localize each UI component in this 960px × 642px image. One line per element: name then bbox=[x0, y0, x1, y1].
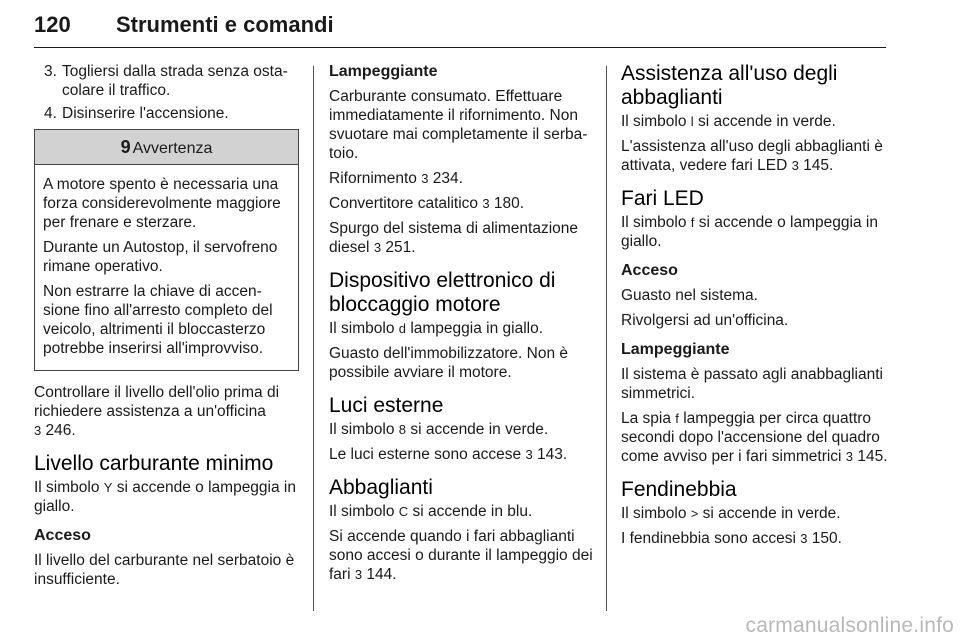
warning-icon: 9 bbox=[120, 137, 131, 157]
exterior-lights-icon: 8 bbox=[398, 422, 407, 437]
subheading: Lampeggiante bbox=[621, 341, 730, 358]
subheading: Lampeggiante bbox=[329, 63, 438, 80]
page-ref-icon: 3 bbox=[354, 567, 363, 582]
section-heading: Fari LED bbox=[621, 187, 704, 210]
page-header bbox=[34, 8, 886, 48]
oil-check-text: Controllare il livello dell'olio prima di richiedere assistenza a un'officina 3 246. bbox=[34, 384, 280, 439]
immobilizer-icon: d bbox=[398, 321, 407, 336]
high-beam-assist-icon: l bbox=[690, 114, 694, 129]
page-ref-icon: 3 bbox=[845, 449, 854, 464]
warning-title: Avvertenza bbox=[132, 140, 213, 157]
warning-header bbox=[35, 130, 298, 165]
watermark: carmanualsonline.info bbox=[745, 614, 954, 637]
column-1: 3. Togliersi dalla strada senza ostacolare il traffico. 4. Disinserire l'accensione. 9 Avvertenza A motore spento è necessaria una forza considerevolmente maggiore per frenare e sterzare. Durante un Autostop, il servofreno rimane operativo. Non estrarre la chiave di accensione fino all'arresto completo del veicolo, altrimenti il bloccasterzo potrebbe inserirsi all'improvviso. Controllare il livello dell'olio prima di richiedere assistenza a un'officina 3 246. Livello carburante minimo Il simbolo Y si accende o lampeggia in giallo. Acceso Il livello del carburante nel serbatoio è insufficiente. bbox=[34, 62, 299, 595]
page-ref-icon: 3 bbox=[791, 158, 799, 173]
warning-body bbox=[35, 165, 298, 370]
page-number: 120 bbox=[34, 12, 71, 37]
section-heading: Livello carburante minimo bbox=[34, 452, 274, 475]
fog-light-icon: > bbox=[690, 506, 699, 521]
list-item: 3. Togliersi dalla strada senza ostacolare il traffico. bbox=[44, 63, 288, 99]
page-title: Strumenti e comandi bbox=[116, 12, 334, 37]
section-heading: Luci esterne bbox=[329, 394, 444, 417]
header-rule bbox=[34, 47, 886, 48]
steps-list bbox=[34, 62, 299, 123]
high-beam-icon: C bbox=[398, 504, 409, 519]
page-ref-icon: 3 bbox=[421, 171, 429, 186]
page-ref-icon: 3 bbox=[525, 447, 533, 462]
page-ref-icon: 3 bbox=[373, 240, 382, 255]
page-ref-icon: 3 bbox=[34, 423, 42, 438]
list-item: 4. Disinserire l'accensione. bbox=[44, 105, 229, 122]
subheading: Acceso bbox=[34, 527, 91, 544]
page-ref-icon: 3 bbox=[482, 196, 490, 211]
column-2: Lampeggiante Carburante consumato. Effettuare immediatamente il rifornimento. Non svuotare mai completamente il serbatoio. Rifornimento 3 234. Convertitore catalitico 3 180. Spurgo del sistema di alimentazione diesel 3 251. Dispositivo elettronico di bloccaggio motore Il simbolo d lampeggia in giallo. Guasto dell'immobilizzatore. Non è possibile avviare il motore. Luci esterne Il simbolo 8 si accende in verde. Le luci esterne sono accese 3 143. Abbaglianti Il simbolo C si accende in blu. Si accende quando i fari abbaglianti sono accesi o durante il lampeggio dei fari 3 144. bbox=[329, 63, 593, 583]
section-heading: Assistenza all'uso degli abbaglianti bbox=[621, 62, 838, 109]
led-headlight-icon: f bbox=[675, 411, 679, 426]
page-ref-icon: 3 bbox=[800, 531, 808, 546]
warning-text: Non estrarre la chiave di accensione fino all'arresto completo del veicolo, altrimenti il bloccasterzo potrebbe inserirsi all'improvviso. bbox=[43, 283, 273, 357]
warning-text: A motore spento è necessaria una forza considerevolmente maggiore per frenare e sterzare. bbox=[43, 176, 281, 231]
section-heading: Fendinebbia bbox=[621, 478, 737, 501]
section-heading: Dispositivo elettronico di bloccaggio motore bbox=[329, 269, 556, 316]
warning-box bbox=[34, 129, 299, 371]
warning-text: Durante un Autostop, il servofreno rimane operativo. bbox=[43, 239, 278, 275]
fuel-icon: Y bbox=[103, 480, 113, 495]
column-divider bbox=[313, 66, 314, 611]
section-heading: Abbaglianti bbox=[329, 476, 433, 499]
column-divider bbox=[606, 66, 607, 611]
subheading: Acceso bbox=[621, 262, 678, 279]
led-headlight-icon: f bbox=[690, 215, 695, 230]
column-3: Assistenza all'uso degli abbaglianti Il simbolo l si accende in verde. L'assistenza all'uso degli abbaglianti è attivata, vedere fari LED 3 145. Fari LED Il simbolo f si accende o lampeggia in giallo. Acceso Guasto nel sistema. Rivolgersi ad un'officina. Lampeggiante Il sistema è passato agli anabbaglianti simmetrici. La spia f lampeggia per circa quattro secondi dopo l'accensione del quadro come avviso per i fari simmetrici 3 145. Fendinebbia Il simbolo > si accende in verde. I fendinebbia sono accesi 3 150. bbox=[621, 62, 888, 547]
